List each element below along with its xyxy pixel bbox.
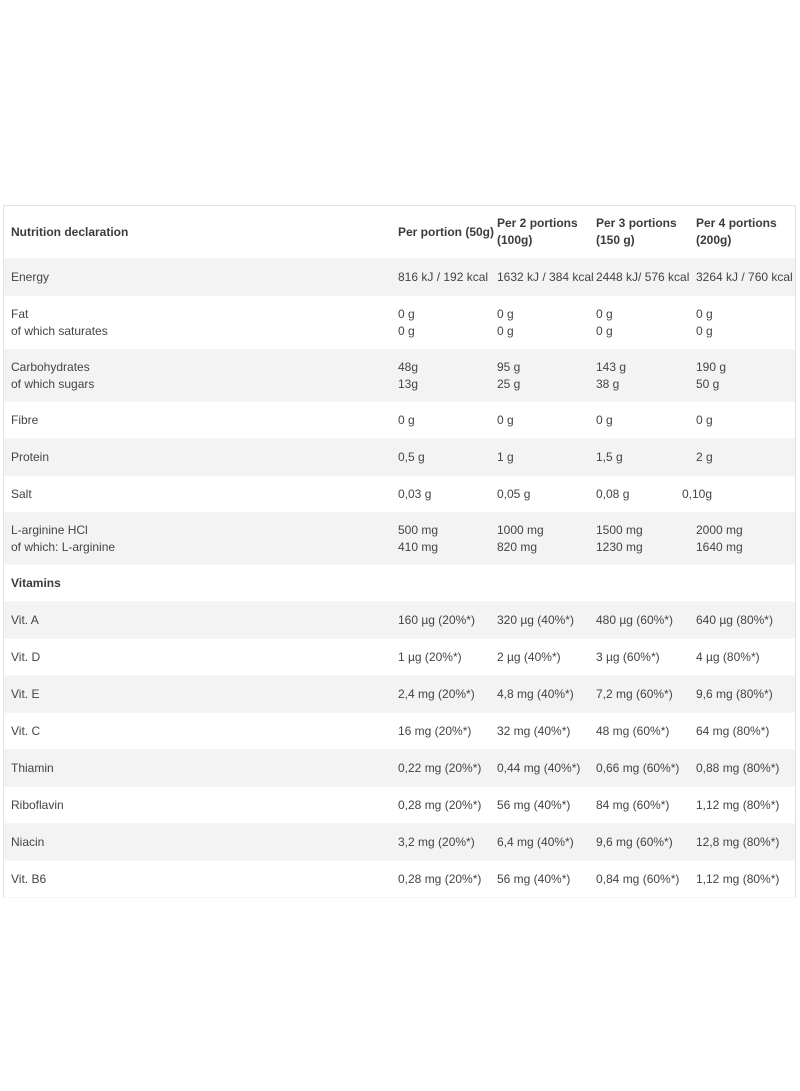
cell-per-2-portions: 1 g xyxy=(497,449,514,464)
table-row-vit-c xyxy=(4,713,795,750)
cell-per-portion: 48g 13g xyxy=(398,359,419,391)
row-label: Energy xyxy=(11,269,50,284)
cell-per-portion: 0,28 mg (20%*) xyxy=(398,871,482,886)
cell-per-4-portions: 0,10g xyxy=(682,486,713,501)
cell-per-2-portions: 4,8 mg (40%*) xyxy=(497,686,574,701)
table-row-vitamins-heading xyxy=(4,565,795,602)
table-row-protein xyxy=(4,439,795,476)
table-row-thiamin xyxy=(4,750,795,787)
cell-per-portion: 0 g 0 g xyxy=(398,306,415,338)
table-row-salt xyxy=(4,476,795,513)
row-label: Riboflavin xyxy=(11,797,64,812)
cell-per-4-portions: 64 mg (80%*) xyxy=(696,723,770,738)
table-row-fibre xyxy=(4,402,795,439)
cell-per-3-portions: 1500 mg 1230 mg xyxy=(596,522,643,554)
cell-per-3-portions: 48 mg (60%*) xyxy=(596,723,670,738)
row-label: Vit. B6 xyxy=(11,871,47,886)
cell-per-3-portions: 143 g 38 g xyxy=(596,359,627,391)
cell-per-4-portions: 0 g 0 g xyxy=(696,306,713,338)
cell-per-4-portions: 4 µg (80%*) xyxy=(696,649,760,664)
cell-per-3-portions: 3 µg (60%*) xyxy=(596,649,660,664)
cell-per-4-portions: 1,12 mg (80%*) xyxy=(696,871,780,886)
cell-per-2-portions: 56 mg (40%*) xyxy=(497,797,571,812)
cell-per-2-portions: 0,44 mg (40%*) xyxy=(497,760,581,775)
table-row-vit-a xyxy=(4,602,795,639)
row-label: Protein xyxy=(11,449,50,464)
cell-per-3-portions: 2448 kJ/ 576 kcal xyxy=(596,269,690,284)
header-per-3-portions: Per 3 portions (150 g) xyxy=(596,216,677,247)
table-row-fat xyxy=(4,296,795,350)
cell-per-portion: 0,22 mg (20%*) xyxy=(398,760,482,775)
cell-per-portion: 816 kJ / 192 kcal xyxy=(398,269,489,284)
cell-per-portion: 160 µg (20%*) xyxy=(398,612,475,627)
row-label: Fibre xyxy=(11,412,39,427)
cell-per-3-portions: 0 g xyxy=(596,412,613,427)
row-label: Vit. E xyxy=(11,686,40,701)
row-label: Salt xyxy=(11,486,32,501)
cell-per-2-portions: 56 mg (40%*) xyxy=(497,871,571,886)
row-label: Thiamin xyxy=(11,760,54,775)
row-label: Vit. D xyxy=(11,649,41,664)
table-header-row xyxy=(4,206,795,259)
cell-per-3-portions: 0,08 g xyxy=(596,486,630,501)
cell-per-2-portions: 32 mg (40%*) xyxy=(497,723,571,738)
cell-per-2-portions: 95 g 25 g xyxy=(497,359,521,391)
table-row-carbohydrates xyxy=(4,350,795,402)
cell-per-2-portions: 0 g xyxy=(497,412,514,427)
row-label: Vit. C xyxy=(11,723,41,738)
cell-per-portion: 0,03 g xyxy=(398,486,432,501)
cell-per-2-portions: 0 g 0 g xyxy=(497,306,514,338)
cell-per-portion: 0,5 g xyxy=(398,449,425,464)
row-label: L-arginine HCl of which: L-arginine xyxy=(11,522,116,554)
cell-per-4-portions: 2000 mg 1640 mg xyxy=(696,522,743,554)
cell-per-4-portions: 9,6 mg (80%*) xyxy=(696,686,773,701)
cell-per-3-portions: 0 g 0 g xyxy=(596,306,613,338)
nutrition-table xyxy=(3,205,796,898)
cell-per-4-portions: 640 µg (80%*) xyxy=(696,612,773,627)
cell-per-portion: 2,4 mg (20%*) xyxy=(398,686,475,701)
row-label: Niacin xyxy=(11,834,45,849)
header-nutrition-declaration: Nutrition declaration xyxy=(11,224,129,239)
cell-per-portion: 3,2 mg (20%*) xyxy=(398,834,475,849)
cell-per-portion: 0 g xyxy=(398,412,415,427)
row-label: Carbohydrates of which sugars xyxy=(11,359,95,391)
cell-per-3-portions: 0,84 mg (60%*) xyxy=(596,871,680,886)
table-row-vit-e xyxy=(4,676,795,713)
cell-per-2-portions: 320 µg (40%*) xyxy=(497,612,574,627)
cell-per-2-portions: 6,4 mg (40%*) xyxy=(497,834,574,849)
table-row-l-arginine xyxy=(4,513,795,565)
cell-per-2-portions: 0,05 g xyxy=(497,486,531,501)
cell-per-portion: 1 µg (20%*) xyxy=(398,649,462,664)
cell-per-4-portions: 0 g xyxy=(696,412,713,427)
row-label: Vitamins xyxy=(11,575,61,590)
cell-per-3-portions: 480 µg (60%*) xyxy=(596,612,673,627)
cell-per-portion: 500 mg 410 mg xyxy=(398,522,439,554)
cell-per-4-portions: 190 g 50 g xyxy=(696,359,727,391)
header-per-portion: Per portion (50g) xyxy=(398,224,495,239)
cell-per-portion: 0,28 mg (20%*) xyxy=(398,797,482,812)
cell-per-4-portions: 12,8 mg (80%*) xyxy=(696,834,780,849)
table-row-energy xyxy=(4,259,795,296)
row-label: Vit. A xyxy=(11,612,39,627)
table-row-riboflavin xyxy=(4,787,795,824)
cell-per-2-portions: 1000 mg 820 mg xyxy=(497,522,544,554)
table-row-niacin xyxy=(4,824,795,861)
cell-per-2-portions: 2 µg (40%*) xyxy=(497,649,561,664)
header-per-2-portions: Per 2 portions (100g) xyxy=(497,216,578,247)
cell-per-3-portions: 84 mg (60%*) xyxy=(596,797,670,812)
cell-per-2-portions: 1632 kJ / 384 kcal xyxy=(497,269,594,284)
cell-per-portion: 16 mg (20%*) xyxy=(398,723,472,738)
table-row-vit-b6 xyxy=(4,861,795,898)
cell-per-4-portions: 2 g xyxy=(696,449,713,464)
row-label: Fat of which saturates xyxy=(11,306,108,338)
cell-per-4-portions: 0,88 mg (80%*) xyxy=(696,760,780,775)
cell-per-3-portions: 1,5 g xyxy=(596,449,623,464)
table-row-vit-d xyxy=(4,639,795,676)
cell-per-4-portions: 1,12 mg (80%*) xyxy=(696,797,780,812)
header-per-4-portions: Per 4 portions (200g) xyxy=(696,216,777,247)
cell-per-3-portions: 0,66 mg (60%*) xyxy=(596,760,680,775)
cell-per-3-portions: 9,6 mg (60%*) xyxy=(596,834,673,849)
cell-per-4-portions: 3264 kJ / 760 kcal xyxy=(696,269,793,284)
cell-per-3-portions: 7,2 mg (60%*) xyxy=(596,686,673,701)
